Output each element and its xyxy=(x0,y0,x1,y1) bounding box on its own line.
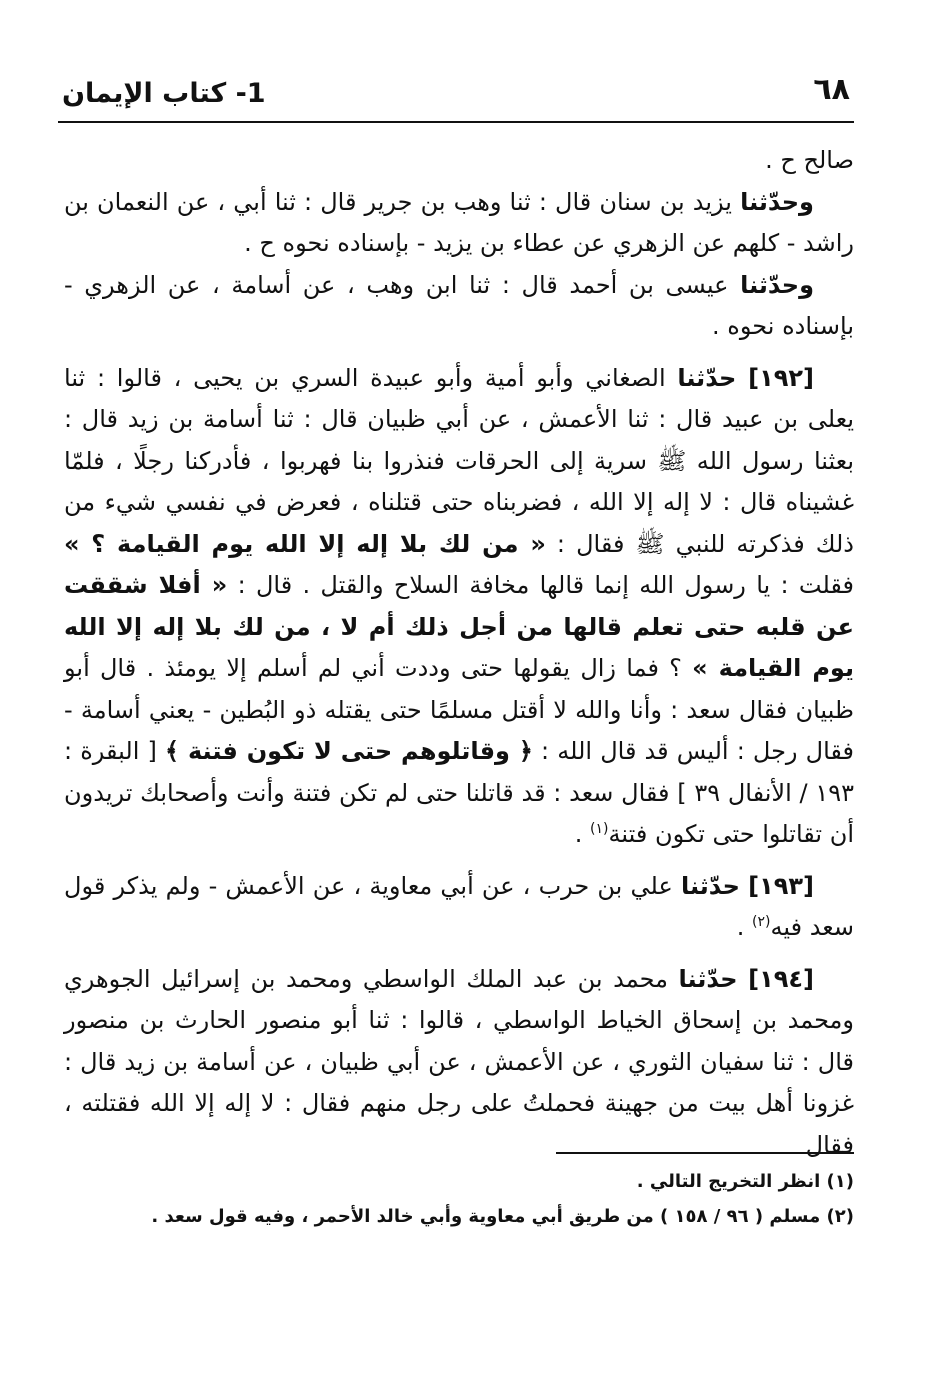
hadith-lead: حدّثنا xyxy=(680,871,740,900)
hadith-194 xyxy=(64,959,854,1167)
chapter-title: 1- كتاب الإيمان xyxy=(62,78,266,109)
page-header xyxy=(62,72,850,120)
hadith-text: [ البقرة : ١٩٣ / الأنفال ٣٩ ] فقال سعد : قد قاتلنا حتى لم تكن فتنة وأنت وأصحابك تريدون أن تقاتلوا حتى تكون فتنة xyxy=(64,737,854,848)
paragraph-lead: وحدّثنا xyxy=(740,270,814,299)
hadith-number: [١٩٣] xyxy=(748,871,814,900)
hadith-text: فقلت : يا رسول الله إنما قالها مخافة السلاح والقتل . قال : xyxy=(237,571,854,599)
hadith-193 xyxy=(64,866,854,949)
quran-quote: ﴿ وقاتلوهم حتى لا تكون فتنة ﴾ xyxy=(165,737,533,765)
hadith-number: [١٩٤] xyxy=(748,964,814,993)
hadith-end: . xyxy=(574,820,583,848)
paragraph-text: يزيد بن سنان قال : ثنا وهب بن جرير قال : ثنا أبي ، عن النعمان بن راشد - كلهم عن الزهري عن عطاء بن يزيد - بإسناده نحوه ح . xyxy=(64,187,854,257)
paragraph-text: عيسى بن أحمد قال : ثنا ابن وهب ، عن أسامة ، عن الزهري - بإسناده نحوه . xyxy=(64,270,854,340)
footnote-marker: (١) xyxy=(590,821,609,837)
paragraph xyxy=(64,265,854,348)
hadith-text: ؟ فما زال يقولها حتى وددت أني لم أسلم إلا يومئذ . قال أبو ظبيان فقال سعد : وأنا والله لا أقتل مسلمًا حتى يقتله ذو البُطين - يعني أسامة - فقال رجل : أليس قد قال الله : xyxy=(64,654,855,765)
paragraph xyxy=(64,182,854,265)
hadith-end: . xyxy=(736,913,745,941)
hadith-192 xyxy=(64,358,854,856)
main-text xyxy=(64,140,854,1166)
hadith-quote: « من لك بلا إله إلا الله يوم القيامة ؟ » xyxy=(64,529,546,558)
page-number: ٦٨ xyxy=(813,72,850,107)
footnote-1: (١) انظر التخريج التالي . xyxy=(636,1171,854,1192)
hadith-number: [١٩٢] xyxy=(748,363,814,392)
hadith-lead: حدّثنا xyxy=(678,964,738,993)
hadith-text: علي بن حرب ، عن أبي معاوية ، عن الأعمش - ولم يذكر قول سعد فيه xyxy=(64,871,854,941)
paragraph-lead: وحدّثنا xyxy=(740,187,814,216)
footnote-2: (٢) مسلم ( ٩٦ / ١٥٨ ) من طريق أبي معاوية وأبي خالد الأحمر ، وفيه قول سعد . xyxy=(151,1206,854,1227)
footnote-marker: (٢) xyxy=(752,914,771,930)
hadith-text: الصغاني وأبو أمية وأبو عبيدة السري بن يحيى ، قالوا : ثنا يعلى بن عبيد قال : ثنا الأعمش ، عن أبي ظبيان قال : ثنا أسامة بن زيد قال : بعثنا رسول الله ﷺ سرية إلى الحرقات فنذروا بنا فهربوا ، فأدركنا رجلًا ، فلمّا غشيناه قال : لا إله إلا الله ، فضربناه حتى قتلناه ، فعرض في نفسي شيء من ذلك فذكرته للنبي ﷺ فقال : xyxy=(64,363,854,558)
hadith-lead: حدّثنا xyxy=(677,363,737,392)
paragraph xyxy=(64,140,854,182)
hadith-quote: « أفلا شققت عن قلبه حتى تعلم قالها من أجل ذلك أم لا ، من لك بلا إله إلا الله يوم القيامة » xyxy=(64,571,854,682)
paragraph-text: صالح ح . xyxy=(765,146,854,174)
footnotes xyxy=(64,1164,854,1234)
header-divider xyxy=(58,121,854,123)
footnote-divider xyxy=(556,1152,854,1154)
hadith-text: محمد بن عبد الملك الواسطي ومحمد بن إسرائيل الجوهري ومحمد بن إسحاق الخياط الواسطي ، قالوا : ثنا أبو منصور الحارث بن منصور قال : ثنا سفيان الثوري ، عن الأعمش ، عن أبي ظبيان ، عن أسامة بن زيد قال : غزونا أهل بيت من جهينة فحملتُ على رجل منهم فقال : لا إله إلا الله فقتلته ، فقال xyxy=(64,964,854,1159)
